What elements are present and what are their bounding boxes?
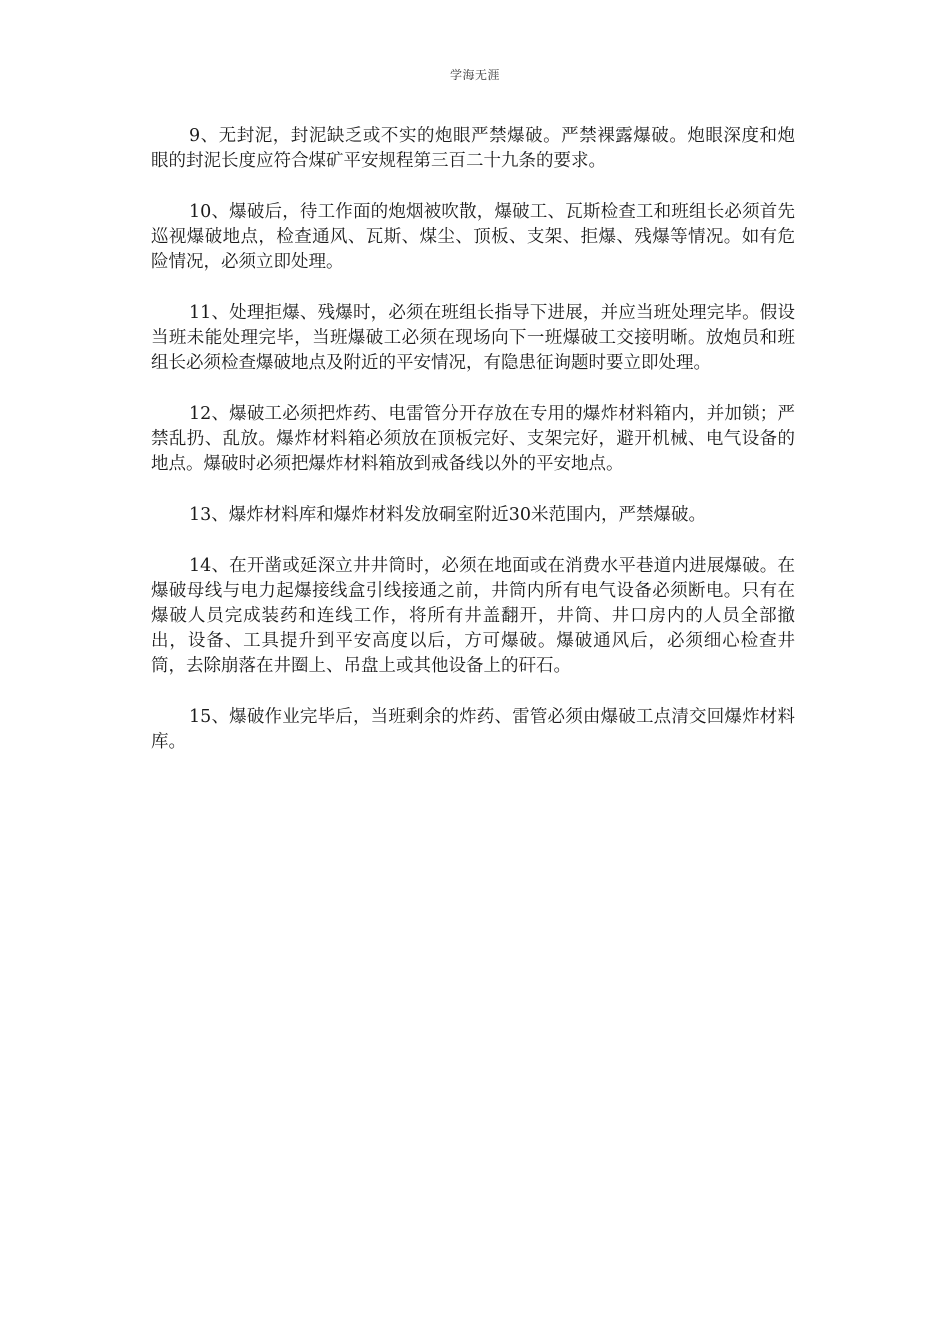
paragraph-10: 10、爆破后，待工作面的炮烟被吹散，爆破工、瓦斯检查工和班组长必须首先巡视爆破地点，检查通风、瓦斯、煤尘、顶板、支架、拒爆、残爆等情况。如有危险情况，必须立即处理。 (151, 202, 795, 272)
document-body (151, 124, 795, 781)
page-header: 学海无涯 (449, 68, 500, 82)
paragraph-15: 15、爆破作业完毕后，当班剩余的炸药、雷管必须由爆破工点清交回爆炸材料库。 (151, 707, 795, 752)
paragraph-14: 14、在开凿或延深立井井筒时，必须在地面或在消费水平巷道内进展爆破。在爆破母线与电力起爆接线盒引线接通之前，井筒内所有电气设备必须断电。只有在爆破人员完成装药和连线工作，将所有井盖翻开，井筒、井口房内的人员全部撤出，设备、工具提升到平安高度以后，方可爆破。爆破通风后，必须细心检查井筒，去除崩落在井圈上、吊盘上或其他设备上的矸石。 (151, 556, 795, 676)
paragraph-11: 11、处理拒爆、残爆时，必须在班组长指导下进展，并应当班处理完毕。假设当班未能处理完毕，当班爆破工必须在现场向下一班爆破工交接明晰。放炮员和班组长必须检查爆破地点及附近的平安情况，有隐患征询题时要立即处理。 (151, 303, 795, 373)
paragraph-13: 13、爆炸材料库和爆炸材料发放硐室附近30米范围内，严禁爆破。 (189, 505, 707, 525)
paragraph-9: 9、无封泥，封泥缺乏或不实的炮眼严禁爆破。严禁裸露爆破。炮眼深度和炮眼的封泥长度应符合煤矿平安规程第三百二十九条的要求。 (151, 126, 795, 171)
paragraph-12: 12、爆破工必须把炸药、电雷管分开存放在专用的爆炸材料箱内，并加锁；严禁乱扔、乱放。爆炸材料箱必须放在顶板完好、支架完好，避开机械、电气设备的地点。爆破时必须把爆炸材料箱放到戒备线以外的平安地点。 (151, 404, 795, 474)
